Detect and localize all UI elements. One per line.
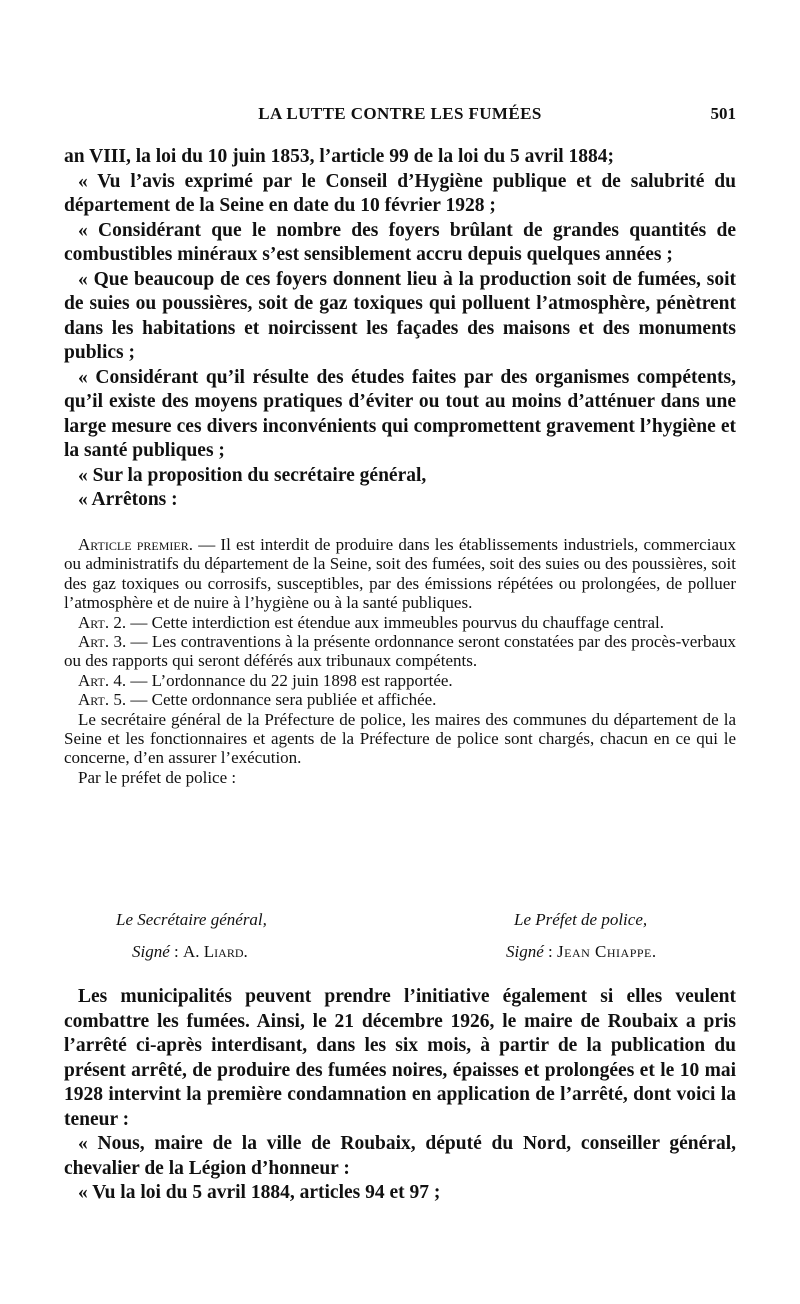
article-5 — [64, 690, 736, 709]
paragraph: an VIII, la loi du 10 juin 1853, l’article 99 de la loi du 5 avril 1884; — [64, 146, 615, 167]
prefect-name: Jean Chiappe. — [557, 942, 657, 961]
article-text: — Cette interdiction est étendue aux immeubles pourvus du chauffage central. — [126, 612, 664, 632]
paragraph: « Considérant qu’il résulte des études faites par des organismes compétents, qu’il existe des moyens pratiques d’éviter ou tout au moins d’atténuer dans une large mesure ces divers inconvénients qui compromettent gravement l’hygiène et la santé publiques ; — [64, 366, 736, 461]
by-prefect-line: Par le préfet de police : — [78, 767, 237, 787]
paragraph: « Nous, maire de la ville de Roubaix, député du Nord, conseiller général, chevalier de la Légion d’honneur : — [64, 1133, 736, 1179]
decree-preamble — [64, 145, 736, 513]
prefect-signature: Signé : Jean Chiappe. — [506, 942, 657, 961]
article-text: — Il est interdit de produire dans les établissements industriels, commerciaux ou administratifs du département de la Seine, soit des fumées, soit des suies ou des poussières, soit des gaz toxiques ou corrosifs, susceptibles, par des émissions répétées ou prolongées, de polluer l’atmosphère et de nuire à l’hygiène ou à la santé publiques. — [64, 535, 736, 613]
article-text: — Cette ordonnance sera publiée et affichée. — [126, 690, 437, 710]
article-label: Art. 5. — [78, 690, 127, 710]
body-continuation — [64, 985, 736, 1206]
paragraph: Les municipalités peuvent prendre l’initiative également si elles veulent combattre les fumées. Ainsi, le 21 décembre 1926, le maire de Roubaix a pris l’arrêté ci-après interdisant, dans les six mois, à partir de la publication du présent arrêté, de produire des fumées noires, épaisses et prolongées et le 10 mai 1928 intervint la première condamnation en application de l’arrêté, dont voici la teneur : — [64, 986, 736, 1130]
paragraph: « Considérant que le nombre des foyers brûlant de grandes quantités de combustibles minéraux s’est sensiblement accru depuis quelques années ; — [64, 219, 736, 265]
secretary-name: A. Liard. — [183, 942, 248, 961]
signed-label: Signé — [506, 942, 544, 961]
article-label: Art. 4. — [78, 670, 127, 690]
page-number: 501 — [710, 104, 736, 123]
article-label: Art. 3. — [78, 632, 127, 652]
execution-clause: Le secrétaire général de la Préfecture de police, les maires des communes du département de la Seine et les fonctionnaires et agents de la Préfecture de police sont chargés, chacun en ce qui le concerne, d’en assurer l’exécution. — [64, 709, 736, 768]
article-label: Art. 2. — [78, 612, 127, 632]
running-title: LA LUTTE CONTRE LES FUMÉES — [258, 104, 542, 123]
signature-names — [64, 942, 736, 966]
article-2 — [64, 613, 736, 632]
article-text: — Les contraventions à la présente ordonnance seront constatées par des procès-verbaux ou des rapports qui seront déférés aux tribunaux compétents. — [64, 632, 736, 671]
article-3 — [64, 632, 736, 671]
paragraph: « Vu l’avis exprimé par le Conseil d’Hygiène publique et de salubrité du département de la Seine en date du 10 février 1928 ; — [64, 170, 736, 216]
paragraph: « Vu la loi du 5 avril 1884, articles 94 et 97 ; — [78, 1182, 441, 1203]
secretary-signature: Signé : A. Liard. — [132, 942, 248, 961]
article-text: — L’ordonnance du 22 juin 1898 est rapportée. — [126, 670, 453, 690]
secretary-title: Le Secrétaire général, — [116, 910, 267, 929]
signed-label: Signé — [132, 942, 170, 961]
page-header — [64, 104, 736, 128]
paragraph: « Que beaucoup de ces foyers donnent lieu à la production soit de fumées, soit de suies ou poussières, soit de gaz toxiques qui polluent l’atmosphère, pénètrent dans les habitations et noircissent les façades des maisons et des monuments publics ; — [64, 268, 736, 363]
article-4 — [64, 671, 736, 690]
paragraph: « Arrêtons : — [78, 489, 178, 510]
article-1 — [64, 535, 736, 613]
paragraph: « Sur la proposition du secrétaire général, — [78, 464, 427, 486]
prefect-title: Le Préfet de police, — [514, 910, 648, 929]
signature-titles — [64, 910, 736, 934]
decree-articles — [64, 535, 736, 787]
article-label: Article premier. — [78, 535, 194, 554]
